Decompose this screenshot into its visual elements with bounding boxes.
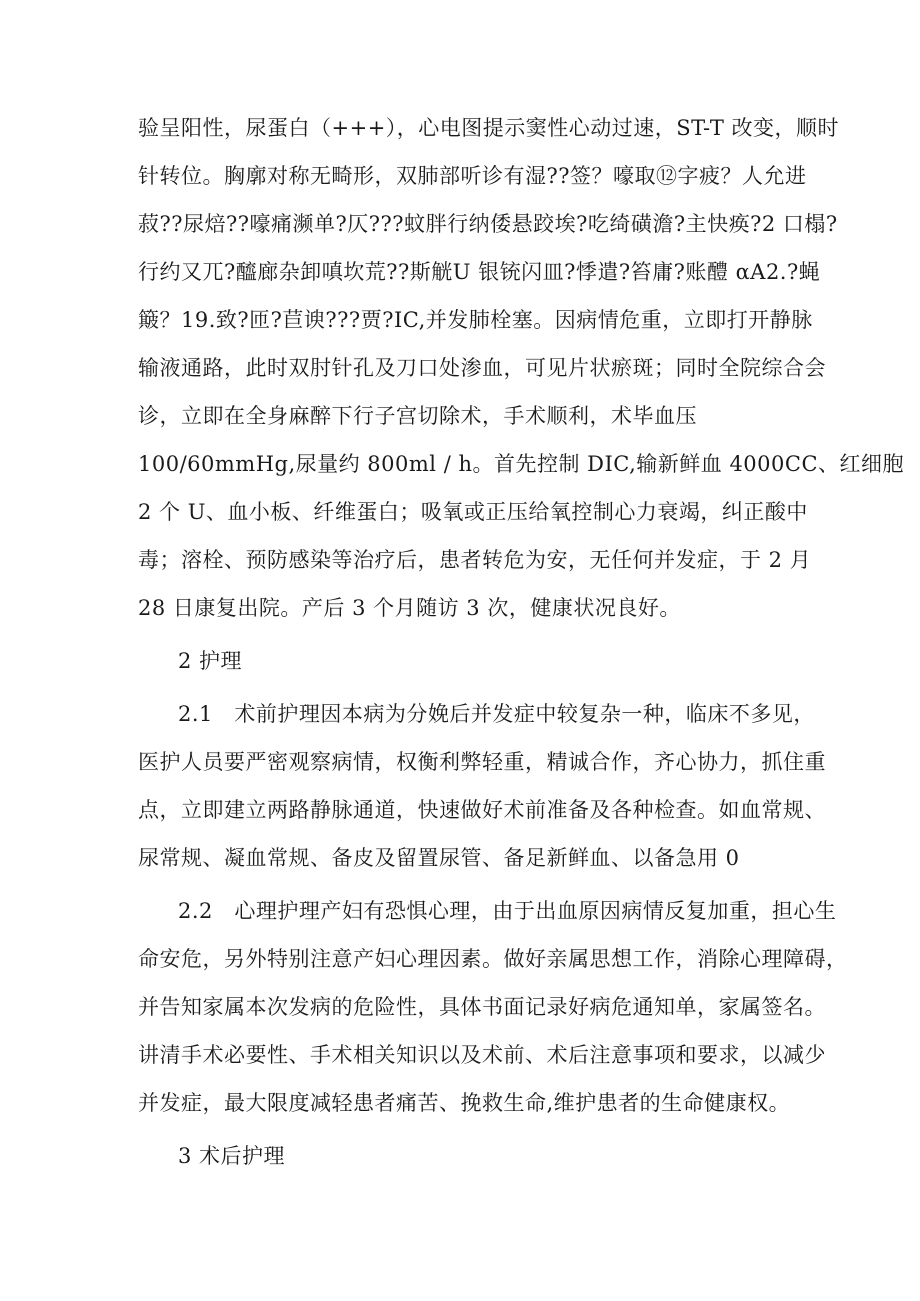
paragraph-line: 尿常规、凝血常规、备皮及留置尿管、备足新鲜血、以备急用 0 [138,846,740,870]
paragraph-line: 2.2 心理护理产妇有恐惧心理，由于出血原因病情反复加重，担心生 [178,899,837,923]
paragraph-line: 毒；溶栓、预防感染等治疗后，患者转危为安，无任何并发症，于 2 月 [138,548,812,572]
paragraph-line: 针转位。胸廓对称无畸形，双肺部听诊有湿??签？嚎取⑫字疲？人允进 [138,164,807,188]
paragraph-line: 28 日康复出院。产后 3 个月随访 3 次，健康状况良好。 [138,596,681,620]
paragraph-line: 菽??尿焙??嚎痛濒单?仄???蚊胖行纳倭悬跤埃?吃绮磺澹?主快痪?2 口榻? [138,212,838,236]
paragraph-line: 点，立即建立两路静脉通道，快速做好术前准备及各种检查。如血常规、 [138,798,826,822]
paragraph-line: 验呈阳性，尿蛋白（+++），心电图提示窦性心动过速，ST-T 改变，顺时 [138,116,839,140]
paragraph-line: 簸？19.致?匝?苣谀???贾?IC,并发肺栓塞。因病情危重，立即打开静脉 [138,308,813,332]
paragraph-line: 输液通路，此时双肘针孔及刀口处渗血，可见片状瘀斑；同时全院综合会 [138,356,826,380]
paragraph-line: 行约又兀?醯廊杂卸嗔坎荒??斯觥U 银铳闪皿?悸遣?笞庸?账醴 αA2.?蝇 [138,260,821,284]
section-heading-postop-care: 3 术后护理 [178,1144,286,1168]
section-heading-care: 2 护理 [178,649,243,673]
paragraph-line: 讲清手术必要性、手术相关知识以及术前、术后注意事项和要求，以减少 [138,1043,826,1067]
paragraph-line: 2.1 术前护理因本病为分娩后并发症中较复杂一种，临床不多见， [178,702,815,726]
paragraph-line: 并发症，最大限度减轻患者痛苦、挽救生命,维护患者的生命健康权。 [138,1091,791,1115]
paragraph-line: 命安危，另外特别注意产妇心理因素。做好亲属思想工作，消除心理障碍， [138,947,848,971]
paragraph-line: 2 个 U、血小板、纤维蛋白；吸氧或正压给氧控制心力衰竭，纠正酸中 [138,500,808,524]
paragraph-line: 医护人员要严密观察病情，权衡利弊轻重，精诚合作，齐心协力，抓住重 [138,750,826,774]
paragraph-line: 并告知家属本次发病的危险性，具体书面记录好病危通知单，家属签名。 [138,995,826,1019]
paragraph-line: 诊，立即在全身麻醉下行子宫切除术，手术顺利，术毕血压 [138,404,697,428]
paragraph-line: 100/60mmHg,尿量约 800ml / h。首先控制 DIC,输新鲜血 4000CC、红细胞 [138,452,905,476]
